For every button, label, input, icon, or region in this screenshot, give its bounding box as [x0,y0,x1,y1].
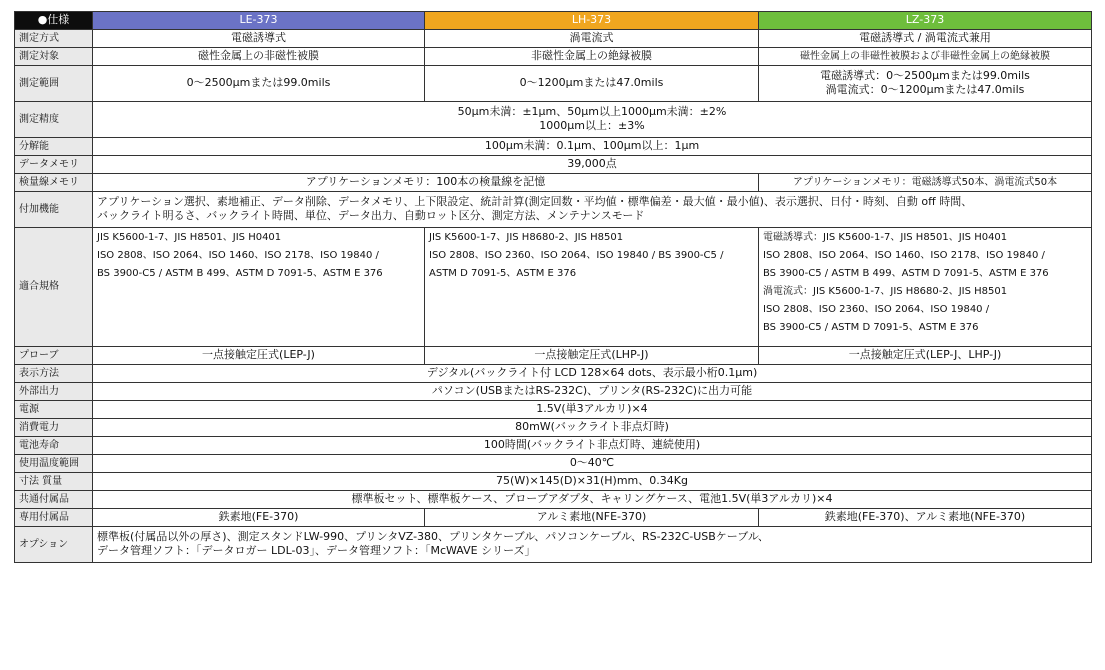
cell-all: 1.5V(単3アルカリ)×4 [93,400,1092,418]
row-label: オプション [15,526,93,562]
standards-line: BS 3900-C5 / ASTM B 499、ASTM D 7091-5、ASTM E 376 [97,267,383,279]
row-probe [15,346,1092,364]
standards-line: 電磁誘導式：JIS K5600-1-7、JIS H8501、JIS H0401 [763,231,1008,243]
standards-line: BS 3900-C5 / ASTM B 499、ASTM D 7091-5、ASTM E 376 [763,267,1049,279]
cell-lh [425,227,759,346]
row-label: 寸法 質量 [15,472,93,490]
row-output [15,382,1092,400]
standards-line: 渦電流式：JIS K5600-1-7、JIS H8680-2、JIS H8501 [763,285,1008,297]
model-le-373: LE-373 [93,12,425,30]
cell-all: 75(W)×145(D)×31(H)mm、0.34Kg [93,472,1092,490]
cell-lz [759,65,1092,101]
cell-all: デジタル(バックライト付 LCD 128×64 dots、表示最小桁0.1μm) [93,364,1092,382]
row-range [15,65,1092,101]
cell-lh: アルミ素地(NFE-370) [425,508,759,526]
row-label: 付加機能 [15,191,93,227]
cell-le: 電磁誘導式 [93,29,425,47]
cell-lh: 非磁性金属上の絶縁被膜 [425,47,759,65]
cell-lz: 磁性金属上の非磁性被膜および非磁性金属上の絶縁被膜 [759,47,1092,65]
standards-line: BS 3900-C5 / ASTM D 7091-5、ASTM E 376 [763,321,979,333]
standards-line: ISO 2808、ISO 2360、ISO 2064、ISO 19840 / [763,303,990,315]
row-label: 検量線メモリ [15,173,93,191]
row-label: 分解能 [15,137,93,155]
cell-lz: 電磁誘導式 / 渦電流式兼用 [759,29,1092,47]
cell-all: パソコン(USBまたはRS-232C)、プリンタ(RS-232C)に出力可能 [93,382,1092,400]
standards-line: ISO 2808、ISO 2360、ISO 2064、ISO 19840 / BS 3900-C5 / [429,249,724,261]
row-label: 測定対象 [15,47,93,65]
cell-all: 100μm未満：0.1μm、100μm以上：1μm [93,137,1092,155]
row-options [15,526,1092,562]
row-display [15,364,1092,382]
row-accuracy [15,101,1092,137]
cell-le: 鉄素地(FE-370) [93,508,425,526]
cell-all: 100時間(バックライト非点灯時、連続使用) [93,436,1092,454]
row-temp [15,454,1092,472]
row-standards [15,227,1092,346]
cell-all [93,101,1092,137]
standards-line: ISO 2808、ISO 2064、ISO 1460、ISO 2178、ISO 19840 / [763,249,1045,261]
cell-le: 一点接触定圧式(LEP-J) [93,346,425,364]
row-common [15,490,1092,508]
cell-lh: 一点接触定圧式(LHP-J) [425,346,759,364]
row-label: 測定精度 [15,101,93,137]
row-label: 外部出力 [15,382,93,400]
row-consumption [15,418,1092,436]
header-row [15,12,1092,30]
row-label: 消費電力 [15,418,93,436]
range-line: 渦電流式：0～1200μmまたは47.0mils [825,83,1025,97]
row-dedicated [15,508,1092,526]
row-resolution [15,137,1092,155]
cell-lz: 鉄素地(FE-370)、アルミ素地(NFE-370) [759,508,1092,526]
row-label: データメモリ [15,155,93,173]
model-lh-373: LH-373 [425,12,759,30]
options-line: データ管理ソフト：「データロガー LDL-03」、データ管理ソフト：「McWAVE シリーズ」 [97,544,536,558]
row-label: プローブ [15,346,93,364]
cell-all: 80mW(バックライト非点灯時) [93,418,1092,436]
row-label: 測定範囲 [15,65,93,101]
accuracy-line: 50μm未満：±1μm、50μm以上1000μm未満：±2% [457,104,727,118]
row-power [15,400,1092,418]
row-label: 適合規格 [15,227,93,346]
cell-le [93,227,425,346]
cell-lz: 一点接触定圧式(LEP-J、LHP-J) [759,346,1092,364]
row-label: 共通付属品 [15,490,93,508]
row-calmem [15,173,1092,191]
cell-all: 39,000点 [93,155,1092,173]
range-line: 電磁誘導式：0～2500μmまたは99.0mils [820,68,1030,82]
standards-line: JIS K5600-1-7、JIS H8680-2、JIS H8501 [429,231,624,243]
cell-all [93,526,1092,562]
options-line: 標準板(付属品以外の厚さ)、測定スタンドLW-990、プリンタVZ-380、プリンタケーブル、パソコンケーブル、RS-232C-USBケーブル、 [97,529,769,543]
model-lz-373: LZ-373 [759,12,1092,30]
cell-all: 0～40℃ [93,454,1092,472]
cell-le: 0～2500μmまたは99.0mils [93,65,425,101]
cell-le: 磁性金属上の非磁性被膜 [93,47,425,65]
standards-line: JIS K5600-1-7、JIS H8501、JIS H0401 [97,231,282,243]
spec-table [14,11,1092,563]
row-method [15,29,1092,47]
accuracy-line: 1000μm以上：±3% [539,119,645,133]
row-label: 測定方式 [15,29,93,47]
functions-line: バックライト明るさ、バックライト時間、単位、データ出力、自動ロット区分、測定方法、メンテナンスモード [97,209,645,223]
standards-line: ISO 2808、ISO 2064、ISO 1460、ISO 2178、ISO 19840 / [97,249,379,261]
cell-lz [759,227,1092,346]
spec-heading: ●仕様 [15,12,93,30]
standards-line: ASTM D 7091-5、ASTM E 376 [429,267,577,279]
cell-all: 標準板セット、標準板ケース、プローブアダプタ、キャリングケース、電池1.5V(単3アルカリ)×4 [93,490,1092,508]
row-label: 表示方法 [15,364,93,382]
functions-line: アプリケーション選択、素地補正、データ削除、データメモリ、上下限設定、統計計算(測定回数・平均値・標準偏差・最大値・最小値)、表示選択、日付・時刻、自動 off 時間、 [97,194,973,208]
cell-all [93,191,1092,227]
row-label: 電池寿命 [15,436,93,454]
row-memory [15,155,1092,173]
row-label: 電源 [15,400,93,418]
row-label: 使用温度範囲 [15,454,93,472]
row-label: 専用付属品 [15,508,93,526]
row-battery [15,436,1092,454]
row-target [15,47,1092,65]
cell-lh: 渦電流式 [425,29,759,47]
cell-lz: アプリケーションメモリ：電磁誘導式50本、渦電流式50本 [759,173,1092,191]
cell-lh: 0～1200μmまたは47.0mils [425,65,759,101]
cell-le-lh: アプリケーションメモリ：100本の検量線を記憶 [93,173,759,191]
row-functions [15,191,1092,227]
row-size [15,472,1092,490]
